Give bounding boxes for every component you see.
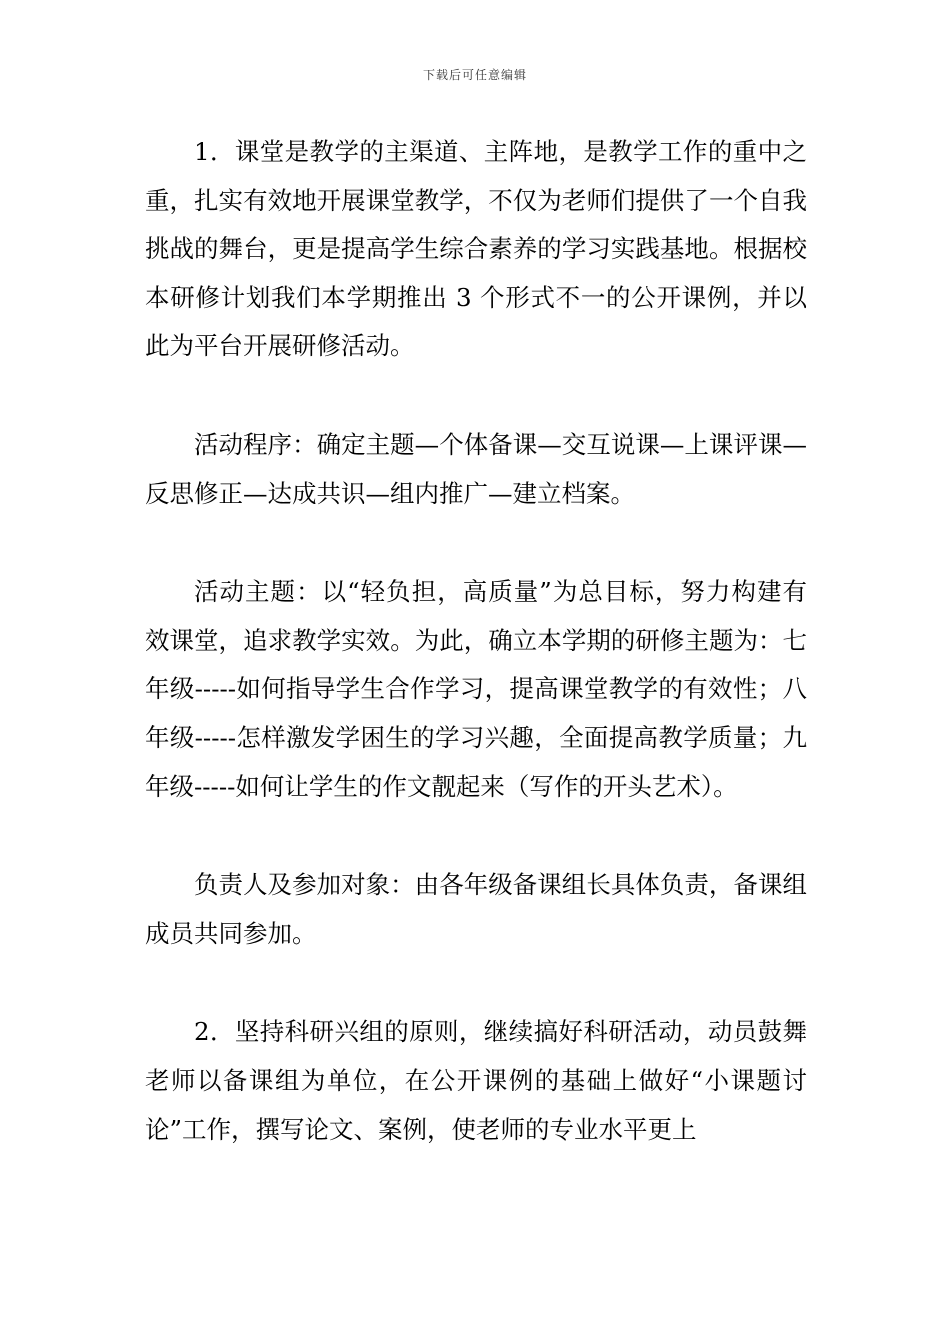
paragraph-activity-procedure: 活动程序：确定主题—个体备课—交互说课—上课评课—反思修正—达成共识—组内推广—建立档案。 — [145, 429, 807, 508]
paragraph-spacer — [145, 371, 807, 421]
page-header-note: 下载后可任意编辑 — [422, 68, 527, 82]
paragraph-spacer — [145, 518, 807, 568]
paragraph-spacer — [145, 811, 807, 861]
paragraph-responsible-persons: 负责人及参加对象：由各年级备课组长具体负责，备课组成员共同参加。 — [145, 870, 807, 948]
document-body — [145, 128, 807, 1154]
paragraph-spacer — [145, 958, 807, 1008]
paragraph-activity-theme: 活动主题：以“轻负担，高质量”为总目标，努力构建有效课堂，追求教学实效。为此，确立本学期的研修主题为：七年级-----如何指导学生合作学习，提高课堂教学的有效性；八年级-----怎样激发学困生的学习兴趣，全面提高教学质量；九年级-----如何让学生的作文靓起来（写作的开头艺术）。 — [145, 577, 807, 801]
paragraph-classroom-teaching: 1．课堂是教学的主渠道、主阵地，是教学工作的重中之重，扎实有效地开展课堂教学，不仅为老师们提供了一个自我挑战的舞台，更是提高学生综合素养的学习实践基地。根据校本研修计划我们本学期推出 3 个形式不一的公开课例，并以此为平台开展研修活动。 — [145, 137, 807, 361]
paragraph-research-activities: 2．坚持科研兴组的原则，继续搞好科研活动，动员鼓舞老师以备课组为单位，在公开课例的基础上做好“小课题讨论”工作，撰写论文、案例，使老师的专业水平更上 — [145, 1017, 807, 1144]
